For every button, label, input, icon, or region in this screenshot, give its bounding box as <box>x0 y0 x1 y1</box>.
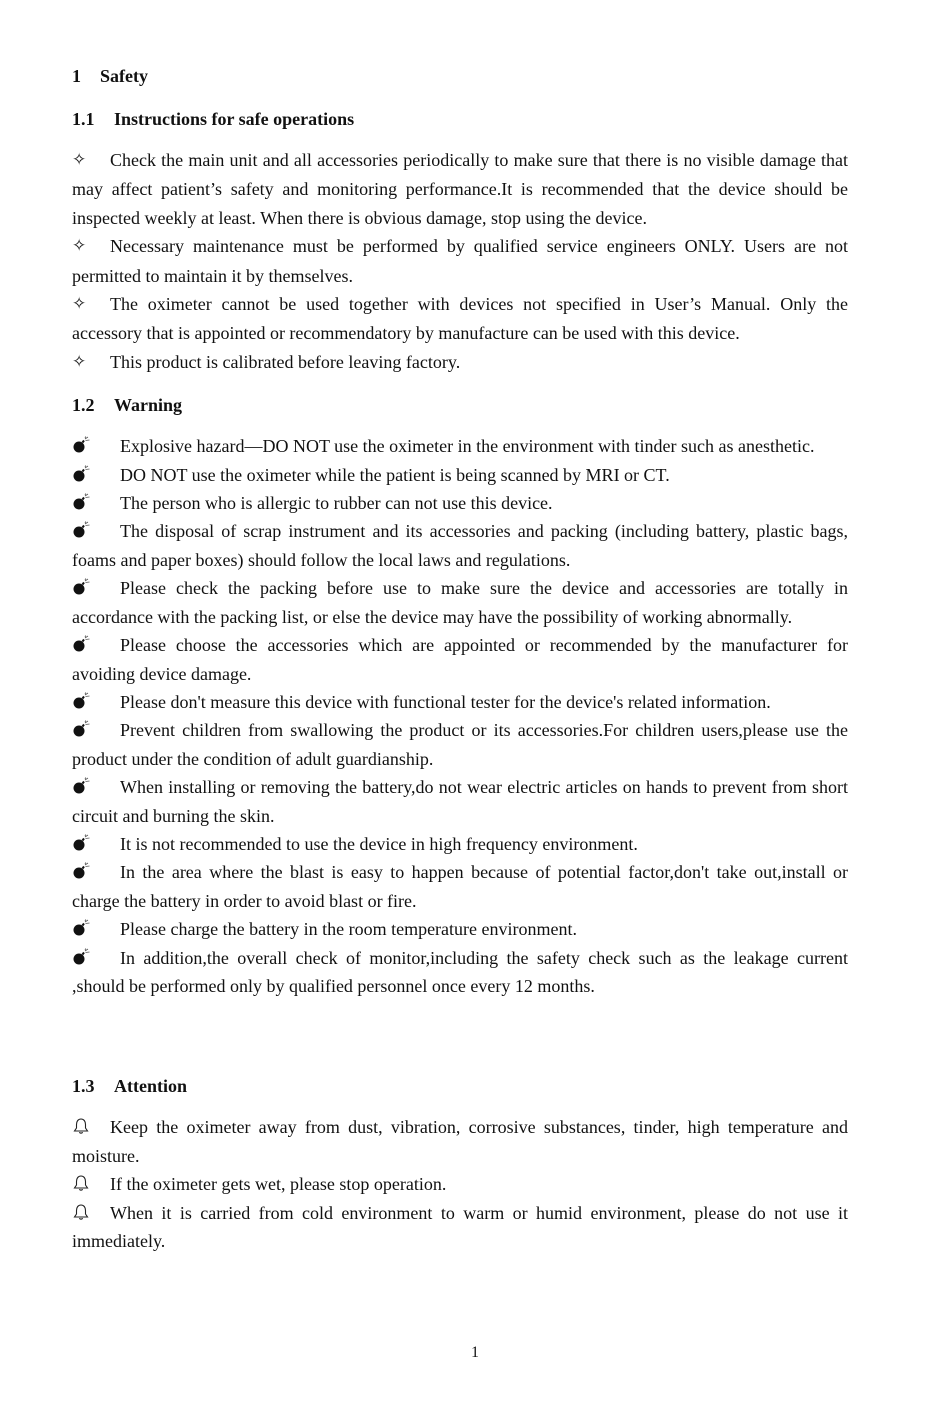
list-item: The person who is allergic to rubber can not use this device. <box>72 489 848 517</box>
section-heading-safe-operations: 1.1 Instructions for safe operations <box>72 109 355 129</box>
bomb-icon <box>72 716 120 744</box>
four-pointed-star-icon: ✧ <box>72 351 87 371</box>
bell-icon <box>72 1199 110 1227</box>
four-pointed-star-icon: ✧ <box>72 294 87 314</box>
four-pointed-star-icon: ✧ <box>72 150 87 169</box>
instructions-list <box>72 146 848 377</box>
list-item: When installing or removing the battery,do not wear electric articles on hands to prevent from short circuit and burning the skin. <box>72 773 848 830</box>
list-item: When it is carried from cold environment to warm or humid environment, please do not use it immediately. <box>72 1199 848 1256</box>
bomb-icon <box>72 688 120 716</box>
bomb-icon <box>72 830 120 858</box>
list-item: ✧ This product is calibrated before leaving factory. <box>72 348 848 377</box>
page-number: 1 <box>471 1344 479 1361</box>
bomb-icon <box>72 915 120 943</box>
section-heading-attention: 1.3 Attention <box>72 1076 187 1097</box>
list-item: ✧ Check the main unit and all accessories periodically to make sure that there is no visible damage that may affect patient’s safety and monitoring performance.It is recommended that the device should be inspected weekly at least. When there is obvious damage, stop using the device. <box>72 146 848 232</box>
list-item: Please choose the accessories which are appointed or recommended by the manufacturer for avoiding device damage. <box>72 631 848 688</box>
bomb-icon <box>72 489 120 517</box>
bomb-icon <box>72 773 120 801</box>
list-item: In the area where the blast is easy to happen because of potential factor,don't take out,install or charge the battery in order to avoid blast or fire. <box>72 858 848 915</box>
list-item: ✧ Necessary maintenance must be performed by qualified service engineers ONLY. Users are not permitted to maintain it by themselves. <box>72 232 848 290</box>
bomb-icon <box>72 432 120 460</box>
list-item: DO NOT use the oximeter while the patient is being scanned by MRI or CT. <box>72 461 848 489</box>
bomb-icon <box>72 517 120 545</box>
list-item: The disposal of scrap instrument and its accessories and packing (including battery, plastic bags, foams and paper boxes) should follow the local laws and regulations. <box>72 517 848 574</box>
bomb-icon <box>72 944 120 972</box>
bomb-icon <box>72 858 120 886</box>
list-item: Please don't measure this device with functional tester for the device's related information. <box>72 688 848 716</box>
bomb-icon <box>72 461 120 489</box>
bell-icon <box>72 1170 110 1198</box>
list-item: In addition,the overall check of monitor,including the safety check such as the leakage current ,should be performed only by qualified personnel once every 12 months. <box>72 944 848 1001</box>
section-heading-safety: 1 Safety <box>72 66 148 86</box>
list-item: ✧ The oximeter cannot be used together with devices not specified in User’s Manual. Only the accessory that is appointed or recommendatory by manufacture can be used with this device. <box>72 290 848 348</box>
warnings-list <box>72 432 848 1000</box>
attention-list <box>72 1113 848 1255</box>
bell-icon <box>72 1113 110 1141</box>
list-item: Please check the packing before use to make sure the device and accessories are totally in accordance with the packing list, or else the device may have the possibility of working abnormally. <box>72 574 848 631</box>
section-heading-warning: 1.2 Warning <box>72 395 183 416</box>
four-pointed-star-icon: ✧ <box>72 236 87 256</box>
list-item: Keep the oximeter away from dust, vibration, corrosive substances, tinder, high temperature and moisture. <box>72 1113 848 1170</box>
document-page <box>72 62 848 1255</box>
bomb-icon <box>72 574 120 602</box>
bomb-icon <box>72 631 120 659</box>
list-item: If the oximeter gets wet, please stop operation. <box>72 1170 848 1198</box>
list-item: It is not recommended to use the device in high frequency environment. <box>72 830 848 858</box>
list-item: Please charge the battery in the room temperature environment. <box>72 915 848 943</box>
list-item: Prevent children from swallowing the product or its accessories.For children users,please use the product under the condition of adult guardianship. <box>72 716 848 773</box>
list-item: Explosive hazard—DO NOT use the oximeter in the environment with tinder such as anesthetic. <box>72 432 848 460</box>
